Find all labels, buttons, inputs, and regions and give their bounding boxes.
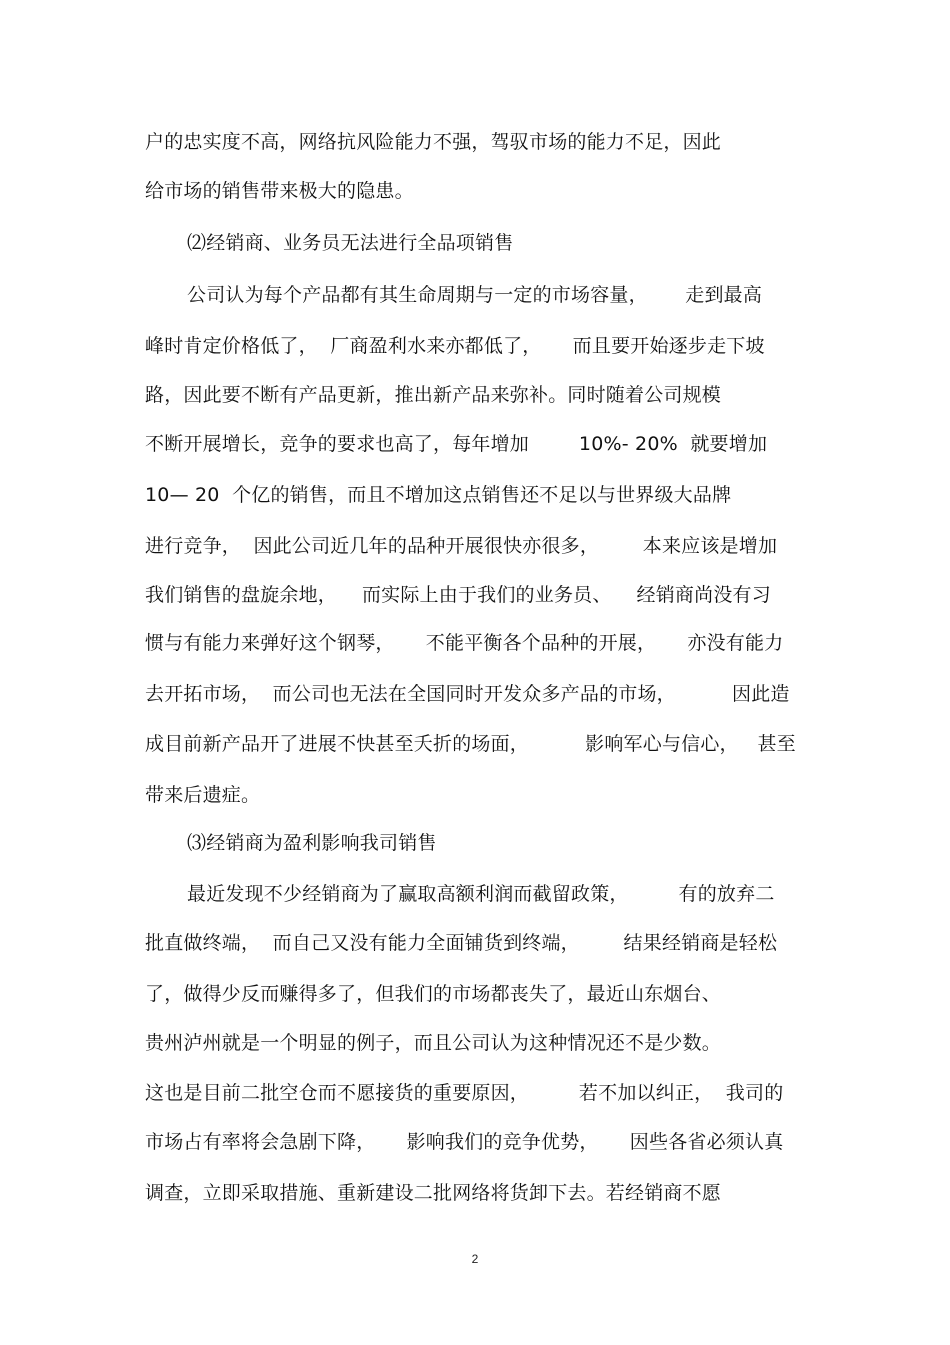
text-line: 带来后遗症。 [145, 784, 261, 806]
section-heading: ⑵经销商、业务员无法进行全品项销售 [187, 232, 514, 254]
text-line: 批直做终端， 而自己又没有能力全面铺货到终端， 结果经销商是轻松 [145, 932, 778, 954]
text-line: 成目前新产品开了进展不快甚至夭折的场面， 影响军心与信心， 甚至 [145, 733, 796, 755]
text-line: 进行竞争， 因此公司近几年的品种开展很快亦很多， 本来应该是增加 [145, 535, 778, 557]
section-heading: ⑶经销商为盈利影响我司销售 [187, 832, 437, 854]
text-line: 了，做得少反而赚得多了，但我们的市场都丧失了，最近山东烟台、 [145, 983, 722, 1005]
text-line: 我们销售的盘旋余地， 而实际上由于我们的业务员、 经销商尚没有习 [145, 584, 771, 606]
text-line: 最近发现不少经销商为了赢取高额利润而截留政策， 有的放弃二 [187, 883, 775, 905]
text-line: 路，因此要不断有产品更新，推出新产品来弥补。同时随着公司规模 [145, 384, 722, 406]
text-line: 贵州泸州就是一个明显的例子，而且公司认为这种情况还不是少数。 [145, 1032, 722, 1054]
text-line: 不断开展增长，竞争的要求也高了，每年增加 10%- 20% 就要增加 [145, 433, 768, 455]
text-line: 峰时肯定价格低了， 厂商盈利水来亦都低了， 而且要开始逐步走下坡 [145, 335, 765, 357]
text-line: 10— 20 个亿的销售，而且不增加这点销售还不足以与世界级大品牌 [145, 484, 732, 506]
page-number: 2 [471, 1252, 479, 1266]
text-line: 去开拓市场， 而公司也无法在全国同时开发众多产品的市场， 因此造 [145, 683, 790, 705]
text-line: 户的忠实度不高，网络抗风险能力不强，驾驭市场的能力不足，因此 [145, 131, 722, 153]
text-line: 调查，立即采取措施、重新建设二批网络将货卸下去。若经销商不愿 [145, 1182, 722, 1204]
text-line: 市场占有率将会急剧下降， 影响我们的竞争优势， 因些各省必须认真 [145, 1131, 784, 1153]
text-line: 给市场的销售带来极大的隐患。 [145, 180, 414, 202]
text-line: 惯与有能力来弹好这个钢琴， 不能平衡各个品种的开展， 亦没有能力 [145, 632, 784, 654]
text-line: 这也是目前二批空仓而不愿接货的重要原因， 若不加以纠正， 我司的 [145, 1082, 784, 1104]
text-line: 公司认为每个产品都有其生命周期与一定的市场容量， 走到最高 [187, 284, 763, 306]
